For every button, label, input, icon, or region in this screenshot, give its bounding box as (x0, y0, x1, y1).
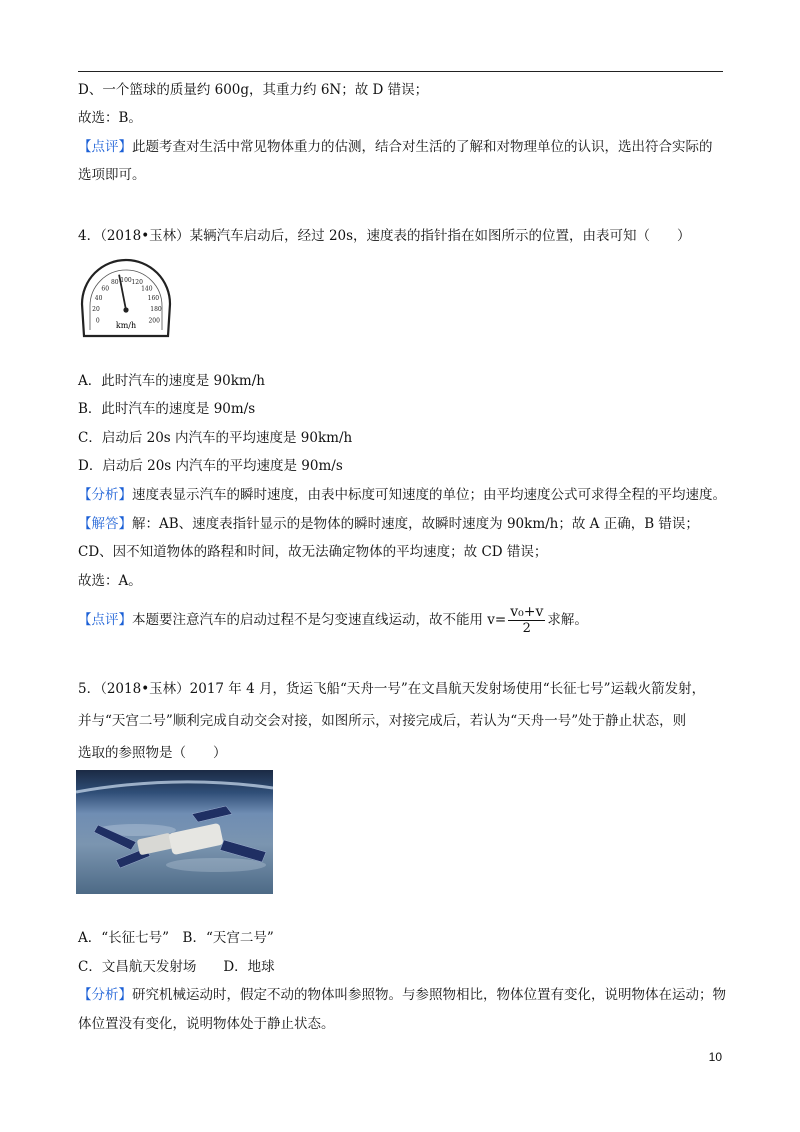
gauge-tick-label: 180 (150, 306, 162, 313)
page-number: 10 (708, 1050, 722, 1064)
text-line: 选项即可。 (78, 167, 146, 183)
spacecraft-photo (76, 770, 273, 894)
gauge-unit: km/h (115, 321, 137, 330)
header-rule (78, 71, 723, 72)
question-4-stem: 4．（2018•玉林）某辆汽车启动后，经过 20s，速度表的指针指在如图所示的位置，由表可知（ ） (78, 228, 691, 244)
analysis-text: 研究机械运动时，假定不动的物体叫参照物。与参照物相比，物体位置有变化，说明物体在运动；物 (132, 987, 726, 1003)
option-c: C．启动后 20s 内汽车的平均速度是 90km/h (78, 430, 353, 446)
analysis-text: 速度表显示汽车的瞬时速度，由表中标度可知速度的单位；由平均速度公式可求得全程的平均速度。 (132, 487, 726, 503)
option-b: B．此时汽车的速度是 90m/s (78, 401, 256, 417)
fraction-denominator: 2 (522, 621, 531, 636)
speedometer-figure (78, 254, 174, 340)
analysis-tag: 【分析】 (78, 487, 132, 503)
question-5-stem: 5．（2018•玉林）2017 年 4 月，货运飞船“天舟一号”在文昌航天发射场使用“长征七号”运载火箭发射， (78, 681, 706, 697)
text-line: D、一个篮球的质量约 600g，其重力约 6N；故 D 错误； (78, 82, 429, 98)
comment-text-end: 求解。 (547, 612, 588, 628)
analysis-tag: 【分析】 (78, 987, 132, 1003)
answer-line: 故选：A。 (78, 573, 142, 589)
option-d: D．启动后 20s 内汽车的平均速度是 90m/s (78, 458, 343, 474)
option-a: A．此时汽车的速度是 90km/h (78, 373, 265, 389)
fraction-formula (508, 604, 545, 637)
gauge-tick-label: 120 (131, 279, 143, 287)
comment-text: 本题要注意汽车的启动过程不是匀变速直线运动，故不能用 v= (132, 612, 507, 628)
gauge-tick-label: 160 (147, 294, 160, 302)
gauge-tick-label: 200 (148, 317, 160, 325)
gauge-tick-label: 60 (101, 285, 110, 293)
analysis-line-2: 体位置没有变化，说明物体处于静止状态。 (78, 1016, 335, 1032)
comment-tag: 【点评】 (78, 139, 132, 155)
solution-text: 解：AB、速度表指针显示的是物体的瞬时速度，故瞬时速度为 90km/h；故 A 正确，B 错误； (132, 516, 699, 532)
solution-line-2: CD、因不知道物体的路程和时间，故无法确定物体的平均速度；故 CD 错误； (78, 544, 548, 560)
option-cd: C．文昌航天发射场 D．地球 (78, 959, 275, 975)
gauge-tick-label: 140 (141, 285, 153, 293)
gauge-tick-label: 100 (120, 277, 132, 284)
gauge-tick-label: 40 (94, 294, 103, 302)
solution-line (78, 514, 699, 534)
gauge-tick-label: 20 (92, 306, 100, 313)
question-5-stem-3: 选取的参照物是（ ） (78, 745, 227, 761)
question-5-stem-2: 并与“天宫二号”顺利完成自动交会对接，如图所示，对接完成后，若认为“天舟一号”处于静止状态，则 (78, 713, 687, 729)
analysis-line (78, 985, 726, 1005)
comment-text: 此题考查对生活中常见物体重力的估测，结合对生活的了解和对物理单位的认识，选出符合实际的 (132, 139, 713, 155)
analysis-line (78, 485, 726, 505)
option-ab: A．“长征七号” B．“天宫二号” (78, 930, 274, 946)
comment-line (78, 137, 713, 157)
gauge-tick-label: 0 (95, 317, 100, 325)
solution-tag: 【解答】 (78, 516, 132, 532)
comment-formula-line (78, 596, 588, 644)
gauge-tick-label: 80 (110, 279, 119, 287)
fraction-numerator: v₀+v (510, 604, 544, 620)
comment-tag: 【点评】 (78, 612, 132, 628)
text-line: 故选：B。 (78, 110, 142, 126)
